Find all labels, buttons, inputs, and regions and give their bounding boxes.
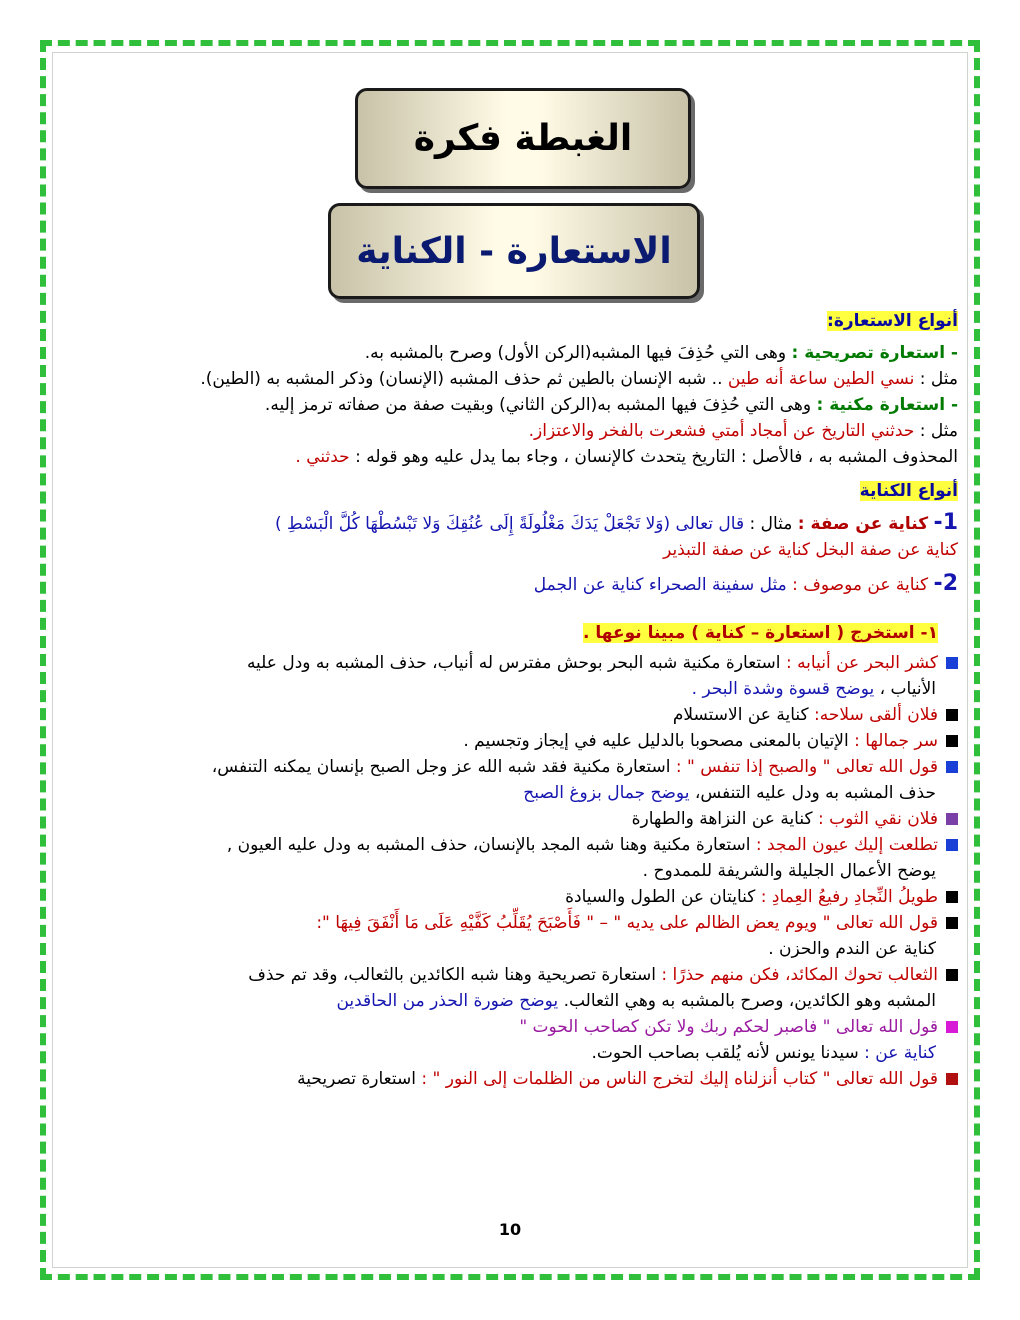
bullet-square-icon xyxy=(946,969,958,981)
exercise-list xyxy=(80,650,958,1092)
exercise-heading: ١- استخرج ( استعارة – كناية ) مبينا نوعها . xyxy=(583,623,938,643)
exercise-quote: طويلُ النِّجادِ رفيعُ العِمادِ : xyxy=(760,887,938,907)
exercise-continuation xyxy=(80,676,958,702)
exercise-text: استعارة تصريحية وهنا شبه الكائدين بالثعالب، وقد تم حذف xyxy=(248,965,656,985)
explicit-example: مثل : نسي الطين ساعة أنه طين .. شبه الإنسان بالطين ثم حذف المشبه (الإنسان) وذكر المشبه به (الطين). xyxy=(200,369,958,389)
exercise-item xyxy=(80,650,958,676)
exercise-quote: كشر البحر عن أنيابه : xyxy=(785,653,938,673)
exercise-text: كنايتان عن الطول والسيادة xyxy=(565,887,756,907)
exercise-continuation xyxy=(80,858,958,884)
exercise-quote: فلان ألقى سلاحه: xyxy=(814,705,938,725)
exercise-item xyxy=(80,1066,958,1092)
metaphor-types-heading: أنواع الاستعارة: xyxy=(827,311,958,331)
exercise-quote: قول الله تعالى " كتاب أنزلناه إليك لتخرج الناس من الظلمات إلى النور " : xyxy=(421,1069,938,1089)
bullet-square-icon xyxy=(946,735,958,747)
content xyxy=(80,308,958,1092)
exercise-text: استعارة مكنية شبه البحر بوحش مفترس له أنياب، حذف المشبه به ودل عليه xyxy=(246,653,781,673)
bullet-square-icon xyxy=(946,1073,958,1085)
exercise-item xyxy=(80,910,958,936)
exercise-cont-text: سيدنا يونس لأنه يُلقب بصاحب الحوت. xyxy=(591,1043,859,1063)
exercise-quote: قول الله تعالى " ويوم يعض الظالم على يديه " – " فَأَصْبَحَ يُقَلِّبُ كَفَّيْهِ عَلَى مَا أَنْفَقَ فِيهَا ": xyxy=(316,913,938,933)
explicit-definition: - استعارة تصريحية : وهى التي حُذِفَ فيها المشبه(الركن الأول) وصرح بالمشبه به. xyxy=(364,343,958,363)
exercise-cont-text: كناية عن الندم والحزن . xyxy=(768,939,936,959)
page-number: 10 xyxy=(498,1220,522,1239)
exercise-item xyxy=(80,754,958,780)
exercise-item xyxy=(80,806,958,832)
sub-title-box xyxy=(328,203,700,299)
metonymy-types-heading: أنواع الكناية xyxy=(859,481,958,501)
exercise-cont-text: المشبه وهو الكائدين، وصرح بالمشبه به وهي الثعالب. xyxy=(563,991,936,1011)
exercise-quote: تطلعت إليك عيون المجد : xyxy=(755,835,938,855)
exercise-text: كناية عن الاستسلام xyxy=(672,705,809,725)
exercise-continuation xyxy=(80,1040,958,1066)
exercise-quote: فلان نقي الثوب : xyxy=(817,809,938,829)
bullet-square-icon xyxy=(946,917,958,929)
exercise-text: استعارة تصريحية xyxy=(297,1069,416,1089)
bullet-square-icon xyxy=(946,657,958,669)
bullet-square-icon xyxy=(946,1021,958,1033)
exercise-cont-text: حذف المشبه به ودل عليه التنفس، xyxy=(694,783,936,803)
exercise-continuation xyxy=(80,988,958,1014)
exercise-quote: قول الله تعالى " والصبح إذا تنفس " : xyxy=(675,757,938,777)
exercise-cont-highlight: يوضح ضورة الحذر من الحاقدين xyxy=(336,991,559,1011)
exercise-cont-highlight: يوضح قسوة وشدة البحر . xyxy=(691,679,875,699)
exercise-item xyxy=(80,832,958,858)
bullet-square-icon xyxy=(946,813,958,825)
exercise-quote: الثعالب تحوك المكائد، فكن منهم حذرًا : xyxy=(661,965,938,985)
bullet-square-icon xyxy=(946,891,958,903)
exercise-cont-text: الأنياب ، xyxy=(879,679,936,699)
bullet-square-icon xyxy=(946,709,958,721)
exercise-item xyxy=(80,962,958,988)
exercise-text: استعارة مكنية وهنا شبه المجد بالإنسان، حذف المشبه به ودل عليه العيون , xyxy=(226,835,751,855)
exercise-item xyxy=(80,884,958,910)
implicit-example: مثل : حدثني التاريخ عن أمجاد أمتي فشعرت بالفخر والاعتزاز. xyxy=(528,421,958,441)
exercise-quote: قول الله تعالى " فاصبر لحكم ربك ولا تكن كصاحب الحوت " xyxy=(519,1017,938,1037)
main-title: الغبطة فكرة xyxy=(413,118,633,159)
exercise-cont-text: يوضح الأعمال الجليلة والشريفة للممدوح . xyxy=(642,861,936,881)
exercise-item xyxy=(80,702,958,728)
sub-title: الاستعارة - الكناية xyxy=(356,230,672,272)
exercise-text: كناية عن النزاهة والطهارة xyxy=(631,809,813,829)
metonymy-attribute-explanation: كناية عن صفة البخل كناية عن صفة التبذير xyxy=(663,540,958,560)
implicit-definition: - استعارة مكنية : وهى التي حُذِفَ فيها المشبه به(الركن الثاني) وبقيت صفة من صفاته ترمز إليه. xyxy=(264,395,958,415)
main-title-box xyxy=(355,88,691,189)
exercise-item xyxy=(80,1014,958,1040)
exercise-continuation xyxy=(80,936,958,962)
exercise-text: استعارة مكنية فقد شبه الله عز وجل الصبح بإنسان يمكنه التنفس، xyxy=(211,757,671,777)
exercise-continuation xyxy=(80,780,958,806)
exercise-text: الإتيان بالمعنى مصحوبا بالدليل عليه في إيجاز وتجسيم . xyxy=(463,731,849,751)
exercise-cont-highlight: يوضح جمال بزوغ الصبح xyxy=(523,783,690,803)
exercise-item xyxy=(80,728,958,754)
bullet-square-icon xyxy=(946,761,958,773)
metonymy-described: 2- كناية عن موصوف : مثل سفينة الصحراء كناية عن الجمل xyxy=(533,571,958,596)
metonymy-attribute: 1- كناية عن صفة : مثال : قال تعالى (وَلا تَجْعَلْ يَدَكَ مَغْلُولَةً إِلَى عُنُقِكَ وَلا تَبْسُطْهَا كُلَّ الْبَسْطِ ) xyxy=(275,510,958,535)
exercise-cont-label: كناية عن : xyxy=(864,1043,936,1063)
bullet-square-icon xyxy=(946,839,958,851)
implicit-explanation: المحذوف المشبه به ، فالأصل : التاريخ يتحدث كالإنسان ، وجاء بما يدل عليه وهو قوله : حدثني . xyxy=(295,447,958,467)
exercise-quote: سر جمالها : xyxy=(854,731,938,751)
